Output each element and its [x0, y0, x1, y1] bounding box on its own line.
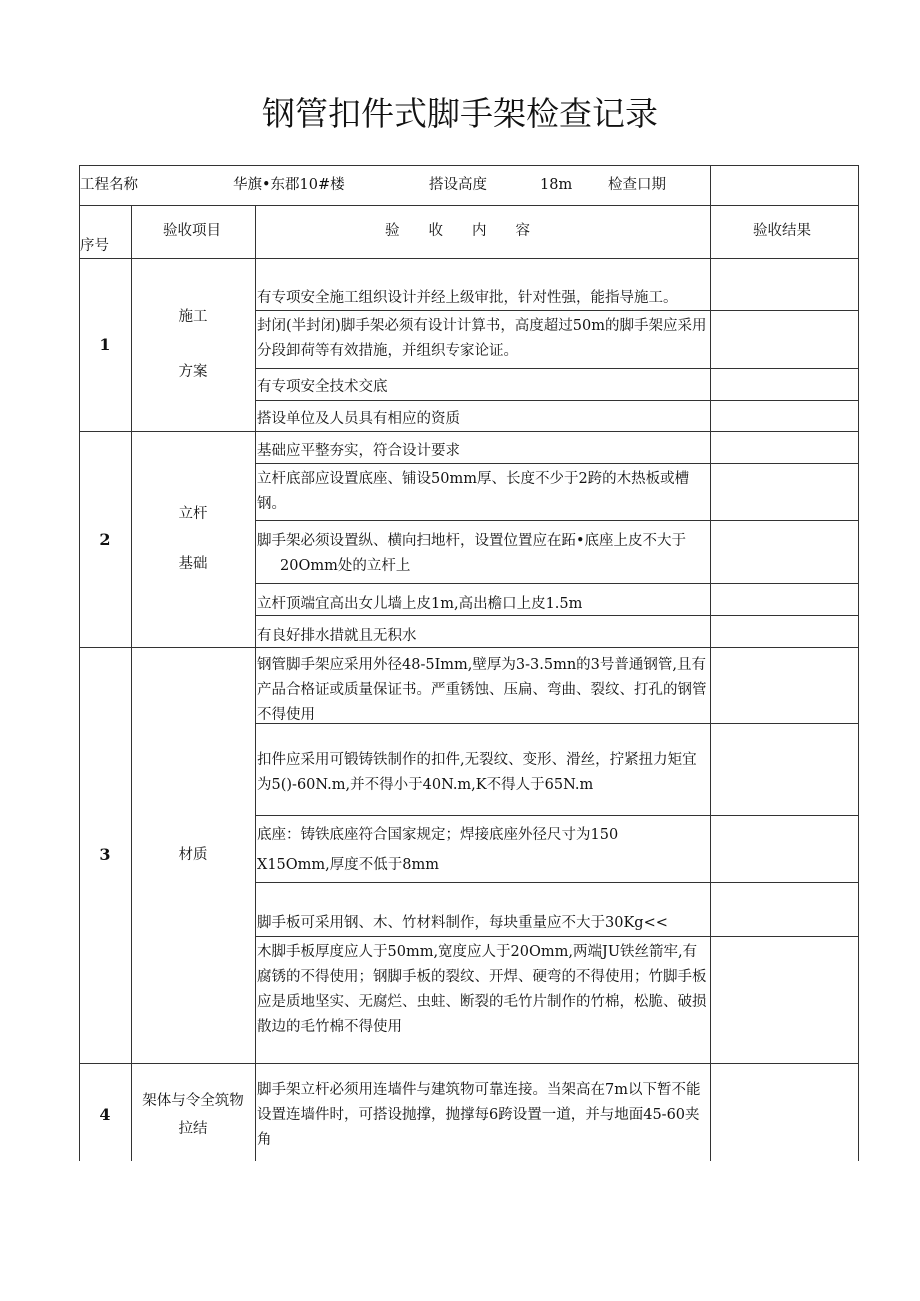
check-item: 有良好排水措就且无积水	[257, 628, 417, 644]
section-number: 2	[99, 530, 111, 549]
check-item: 脚手板可采用钢、木、竹材料制作，每块重量应不大于30Kg<<	[257, 915, 668, 931]
row-rule	[255, 400, 858, 401]
col-header-item: 验收项目	[163, 223, 221, 239]
row-rule	[255, 520, 858, 521]
check-item: 搭设单位及人员具有相应的资质	[257, 411, 460, 427]
section-number: 1	[99, 335, 111, 354]
table-border-left	[79, 165, 80, 1161]
project-value: 华旗•东郡10#楼	[233, 177, 345, 193]
check-item: 底座：铸铁底座符合国家规定；焊接底座外径尺寸为150	[257, 827, 619, 843]
table-border-right	[858, 165, 859, 1161]
table-rule	[79, 647, 858, 648]
check-item: 有专项安全技术交底	[257, 379, 388, 395]
project-label: 工程名称	[80, 177, 138, 193]
row-rule	[255, 936, 858, 937]
check-item: X15Omm,厚度不低于8mm	[257, 857, 439, 873]
section-item: 立杆	[178, 506, 208, 522]
section-item: 施工	[178, 309, 208, 325]
row-rule	[255, 882, 858, 883]
table-rule	[79, 431, 858, 432]
check-item: 立杆底部应设置底座、铺设50mm厚、长度不少于2跨的木热板或槽钢。	[257, 471, 690, 512]
col-rule	[710, 165, 711, 1161]
col-header-content: 验 收 内 容	[385, 223, 530, 239]
height-label: 搭设高度	[429, 177, 487, 193]
section-item: 方案	[178, 364, 208, 380]
check-item: 脚手架必须设置纵、横向扫地杆，设置位置应在跖•底座上皮不大于	[257, 533, 687, 549]
check-item: 立杆顶端宜高出女儿墙上皮1m,高出檐口上皮1.5m	[257, 596, 583, 612]
section-number: 3	[99, 845, 111, 864]
table-rule	[79, 1063, 858, 1064]
section-item: 材质	[178, 847, 208, 863]
col-rule	[255, 205, 256, 1161]
date-label: 检查口期	[608, 177, 666, 193]
col-header-result: 验收结果	[753, 223, 811, 239]
check-item: 20Omm处的立杆上	[280, 558, 411, 574]
col-rule	[131, 205, 132, 1161]
check-item: 有专项安全施工组织设计并经上级审批，针对性强，能指导施工。	[257, 290, 678, 306]
check-item: 脚手架立杆必须用连墙件与建筑物可靠连接。当架高在7m以下暂不能设置连墙件时，可搭设抛撑，抛撑每6跨设置一道，并与地面45-60夹角	[257, 1082, 701, 1148]
check-item: 木脚手板厚度应人于50mm,宽度应人于20Omm,两端JU铁丝箭牢,有腐锈的不得使用；钢脚手板的裂纹、开焊、硬弯的不得使用；竹脚手板应是质地坚实、无腐烂、虫蛀、断裂的毛竹片制作的竹棉，松脆、破损散边的毛竹棉不得使用	[257, 944, 707, 1035]
row-rule	[255, 368, 858, 369]
section-number: 4	[99, 1105, 111, 1124]
page-title: 钢管扣件式脚手架检查记录	[262, 94, 658, 133]
row-rule	[255, 583, 858, 584]
height-value: 18m	[540, 177, 573, 193]
check-item: 钢管脚手架应采用外径48-5Imm,壁厚为3-3.5mn的3号普通钢管,且有产品合格证或质量保证书。严重锈蚀、压扁、弯曲、裂纹、打孔的钢管不得使用	[257, 657, 707, 723]
table-rule	[79, 205, 858, 206]
table-border-top	[79, 165, 858, 166]
table-rule	[79, 258, 858, 259]
col-header-seq: 序号	[80, 238, 109, 254]
section-item: 拉结	[178, 1121, 208, 1137]
check-item: 封闭(半封闭)脚手架必须有设计计算书，高度超过50m的脚手架应采用分段卸荷等有效措施，并组织专家论证。	[257, 318, 707, 359]
check-item: 基础应平整夯实，符合设计要求	[257, 443, 460, 459]
section-item: 架体与令全筑物	[142, 1093, 244, 1109]
section-item: 基础	[178, 556, 208, 572]
check-item: 扣件应采用可锻铸铁制作的扣件,无裂纹、变形、滑丝，拧紧扭力矩宜为5()-60N.m,并不得小于40N.m,K不得人于65N.m	[257, 752, 697, 793]
row-rule	[255, 815, 858, 816]
